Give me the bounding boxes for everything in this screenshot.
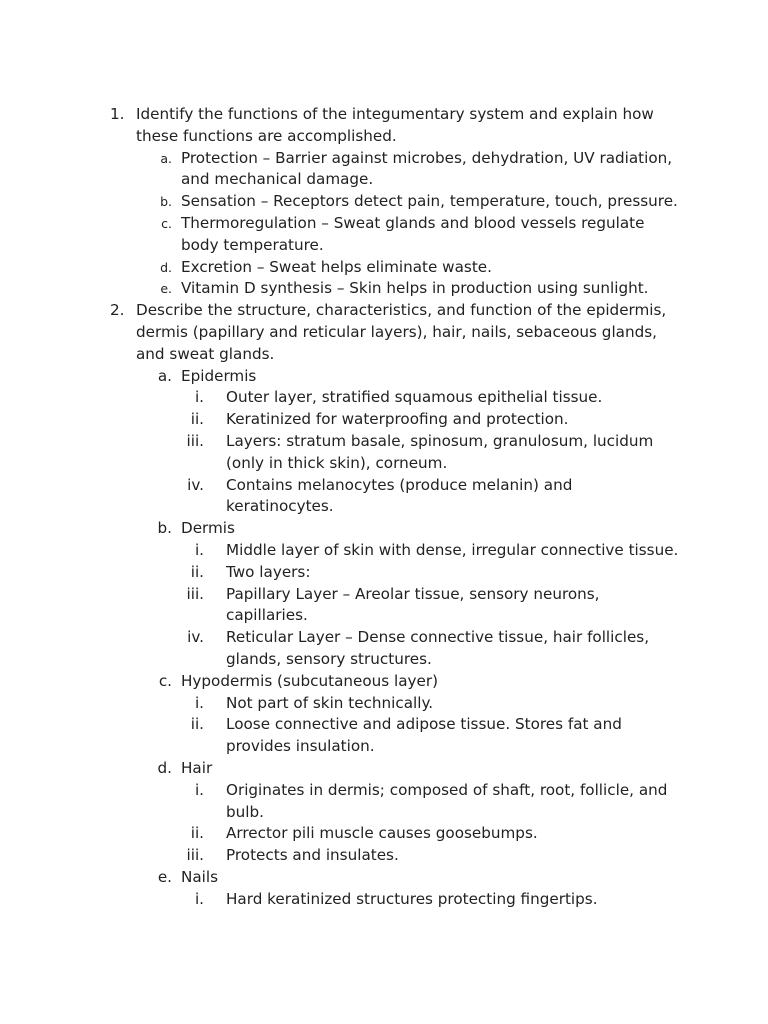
sub-sub-list-item (0, 387, 768, 409)
sub-sub-list-item (0, 409, 768, 431)
sub-list-item (0, 867, 768, 889)
list-item-text: Keratinized for waterproofing and protection. (226, 410, 569, 429)
sub-sub-list-item (0, 780, 768, 824)
list-item-text: Loose connective and adipose tissue. Stores fat and provides insulation. (226, 715, 622, 756)
sub-list-item (0, 191, 768, 213)
list-marker: i. (194, 388, 204, 407)
list-marker: c. (161, 215, 172, 231)
list-marker: b. (157, 519, 172, 538)
sub-sub-list-item (0, 693, 768, 715)
list-marker: e. (160, 281, 172, 297)
sub-list-item (0, 278, 768, 300)
list-item (0, 104, 768, 148)
list-marker: ii. (190, 715, 204, 734)
sub-list-item (0, 758, 768, 780)
list-item-text: Papillary Layer – Areolar tissue, sensory neurons, capillaries. (226, 584, 600, 625)
sub-sub-list-item (0, 845, 768, 867)
list-item-text: Reticular Layer – Dense connective tissue, hair follicles, glands, sensory structures. (226, 628, 650, 668)
list-item-text: Middle layer of skin with dense, irregular connective tissue. (226, 540, 679, 559)
list-item-text: Hard keratinized structures protecting fingertips. (226, 889, 598, 908)
list-marker: 1. (110, 105, 125, 123)
section-heading: Hair (181, 758, 213, 777)
sub-sub-list-item (0, 431, 768, 475)
list-marker: 2. (110, 301, 125, 320)
sub-list-item (0, 518, 768, 540)
list-marker: i. (194, 780, 204, 799)
list-marker: e. (157, 867, 172, 886)
sub-list-item (0, 213, 768, 257)
list-item-text: Vitamin D synthesis – Skin helps in production using sunlight. (181, 279, 649, 298)
list-item-text: Excretion – Sweat helps eliminate waste. (181, 257, 492, 276)
sub-sub-list-item (0, 714, 768, 758)
list-marker: b. (160, 194, 172, 210)
sub-list-item (0, 148, 768, 192)
document-page (0, 104, 768, 910)
list-item-text: Identify the functions of the integumentary system and explain how these functions are accomplished. (136, 105, 654, 145)
list-marker: ii. (190, 410, 204, 429)
sub-sub-list-item (0, 584, 768, 628)
list-marker: iii. (186, 584, 204, 603)
list-item-text: Protection – Barrier against microbes, dehydration, UV radiation, and mechanical damage. (181, 148, 673, 189)
sub-list-item (0, 366, 768, 388)
list-item-text: Sensation – Receptors detect pain, temperature, touch, pressure. (181, 192, 678, 211)
list-marker: i. (194, 693, 204, 712)
list-item-text: Arrector pili muscle causes goosebumps. (226, 824, 538, 843)
list-item-text: Outer layer, stratified squamous epithelial tissue. (226, 388, 603, 407)
list-marker: d. (160, 259, 172, 275)
list-marker: ii. (190, 824, 204, 843)
sub-list-item (0, 671, 768, 693)
section-heading: Epidermis (181, 366, 257, 385)
sub-sub-list-item (0, 889, 768, 911)
list-item-text: Two layers: (226, 562, 311, 581)
sub-sub-list-item (0, 823, 768, 845)
sub-sub-list-item (0, 540, 768, 562)
list-marker: iii. (186, 846, 204, 865)
list-marker: i. (194, 889, 204, 908)
section-heading: Dermis (181, 519, 235, 538)
list-marker: ii. (190, 562, 204, 581)
list-marker: iv. (187, 628, 204, 647)
section-heading: Nails (181, 867, 219, 886)
list-marker: i. (194, 540, 204, 559)
sub-sub-list-item (0, 475, 768, 519)
list-item-text: Protects and insulates. (226, 846, 399, 865)
sub-sub-list-item (0, 627, 768, 671)
sub-list-item (0, 257, 768, 279)
list-marker: c. (158, 671, 172, 690)
list-item-text: Layers: stratum basale, spinosum, granulosum, lucidum (only in thick skin), corneum. (226, 431, 654, 472)
list-item (0, 300, 768, 365)
list-marker: d. (157, 758, 172, 777)
list-marker: iv. (187, 475, 204, 494)
list-item-text: Thermoregulation – Sweat glands and blood vessels regulate body temperature. (181, 213, 645, 254)
list-marker: a. (157, 366, 172, 385)
list-item-text: Originates in dermis; composed of shaft, root, follicle, and bulb. (226, 780, 668, 821)
list-item-text: Contains melanocytes (produce melanin) and keratinocytes. (226, 475, 573, 516)
list-item-text: Not part of skin technically. (226, 693, 434, 712)
list-marker: a. (160, 150, 172, 166)
list-marker: iii. (186, 431, 204, 450)
sub-sub-list-item (0, 562, 768, 584)
list-item-text: Describe the structure, characteristics, and function of the epidermis, dermis (papillary and reticular layers), hair, nails, sebaceous glands, and sweat glands. (136, 301, 667, 363)
section-heading: Hypodermis (subcutaneous layer) (181, 671, 439, 690)
